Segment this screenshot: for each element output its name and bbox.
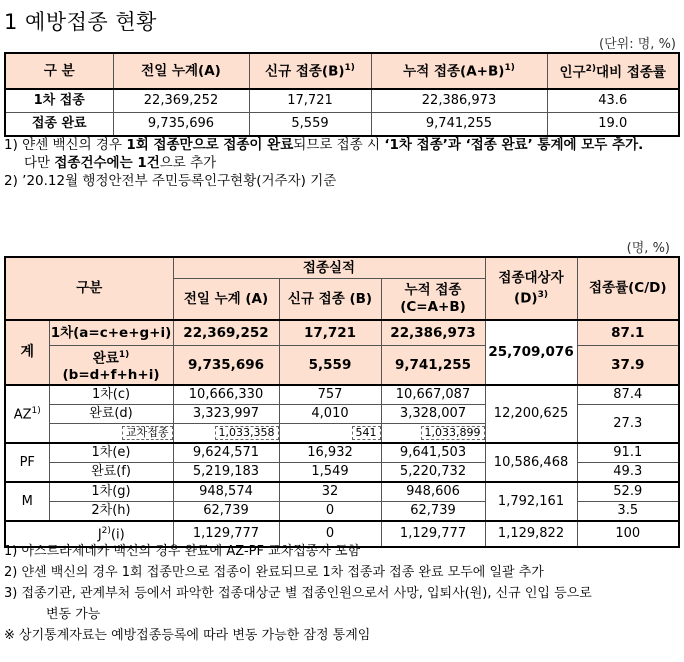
pf-target: 10,586,468 <box>485 443 577 482</box>
header-rate: 접종률(C/D) <box>577 257 679 320</box>
az-complete-prev: 3,323,997 <box>173 405 279 424</box>
j-prev: 1,129,777 <box>173 521 279 547</box>
m-first-cum: 948,606 <box>381 482 485 502</box>
pf-first-label: 1차(e) <box>49 443 173 463</box>
az-cross-new: 541 <box>352 426 381 440</box>
summary-table <box>4 52 680 137</box>
total-complete-cum: 9,741,255 <box>381 346 485 386</box>
header-group: 구 분 <box>5 53 113 89</box>
note-4: ※ 상기통계자료는 예방접종등록에 따라 변동 가능한 잠정 통계임 <box>4 628 371 643</box>
az-cross-new-cell <box>279 424 381 444</box>
az-complete-label: 완료(d) <box>49 405 173 424</box>
az-cross-prev: 1,033,358 <box>215 426 279 440</box>
header-performance: 접종실적 <box>173 257 485 279</box>
header-prev: 전일 누계(A) <box>113 53 249 89</box>
row-label: 1차 접종 <box>5 89 113 113</box>
m-second-new: 0 <box>279 502 381 522</box>
cell-prev: 22,369,252 <box>113 89 249 113</box>
table-row <box>5 113 679 137</box>
az-complete-rate: 27.3 <box>577 405 679 444</box>
total-first-new: 17,721 <box>279 320 381 346</box>
total-first-prev: 22,369,252 <box>173 320 279 346</box>
m-second-label: 2차(h) <box>49 502 173 522</box>
az-complete-new: 4,010 <box>279 405 381 424</box>
note-2: 2) ’20.12월 행정안전부 주민등록인구현황(거주자) 기준 <box>4 173 337 189</box>
header-prev: 전일 누계 (A) <box>173 279 279 321</box>
total-complete-label: 완료$^{1)}$ (b=d+f+h+i) <box>49 346 173 386</box>
m-second-rate: 3.5 <box>577 502 679 522</box>
header-new: 신규 접종$(B)^{1)}$ <box>249 53 371 89</box>
az-first-new: 757 <box>279 385 381 405</box>
az-cross-cum: 1,033,899 <box>421 426 485 440</box>
pf-first-cum: 9,641,503 <box>381 443 485 463</box>
row-label: 접종 완료 <box>5 113 113 137</box>
j-label: $J^{2)}(i)$ <box>5 521 173 547</box>
pf-complete-label: 완료(f) <box>49 463 173 483</box>
az-first-prev: 10,666,330 <box>173 385 279 405</box>
header-group: 구분 <box>5 257 173 320</box>
header-cum: 누적 접종 (C=A+B) <box>381 279 485 321</box>
az-first-label: 1차(c) <box>49 385 173 405</box>
az-cross-label: 교차접종 <box>122 426 173 440</box>
pf-first-rate: 91.1 <box>577 443 679 463</box>
table2-notes <box>4 541 680 646</box>
table1-notes <box>4 136 680 190</box>
cell-new: 5,559 <box>249 113 371 137</box>
cell-cum: 9,741,255 <box>371 113 547 137</box>
m-first-new: 32 <box>279 482 381 502</box>
note-3: 3) 접종기관, 관계부처 등에서 파악한 접종대상군 별 접종인원으로서 사망, 입퇴사(원), 신규 인입 등으로 <box>4 586 592 601</box>
note-3-cont: 변동 가능 <box>46 607 101 622</box>
total-label: 계 <box>5 320 49 385</box>
j-target: 1,129,822 <box>485 521 577 547</box>
table-row <box>5 89 679 113</box>
header-cum: 누적 접종$(A+B)^{1)}$ <box>371 53 547 89</box>
pf-label: PF <box>5 443 49 482</box>
header-rate: 인구$^{2)}$대비 접종률 <box>547 53 679 89</box>
cell-new: 17,721 <box>249 89 371 113</box>
total-complete-rate: 37.9 <box>577 346 679 386</box>
pf-complete-prev: 5,219,183 <box>173 463 279 483</box>
pf-first-prev: 9,624,571 <box>173 443 279 463</box>
j-cum: 1,129,777 <box>381 521 485 547</box>
m-first-label: 1차(g) <box>49 482 173 502</box>
note-1-extra: 다만 접종건수에는 1건으로 추가 <box>24 155 217 171</box>
az-target: 12,200,625 <box>485 385 577 443</box>
j-new: 0 <box>279 521 381 547</box>
table1-unit: (단위: 명, %) <box>599 37 676 52</box>
cell-cum: 22,386,973 <box>371 89 547 113</box>
pf-complete-cum: 5,220,732 <box>381 463 485 483</box>
summary-header-row <box>5 53 679 89</box>
total-first-cum: 22,386,973 <box>381 320 485 346</box>
note-1: 1) 얀센 백신의 경우 1회 접종만으로 접종이 완료되므로 접종 시 ‘1차 접종’과 ‘접종 완료’ 통계에 모두 추가. <box>4 137 644 153</box>
page-title: 1 예방접종 현황 <box>4 10 157 34</box>
pf-complete-rate: 49.3 <box>577 463 679 483</box>
m-second-prev: 62,739 <box>173 502 279 522</box>
m-second-cum: 62,739 <box>381 502 485 522</box>
m-first-prev: 948,574 <box>173 482 279 502</box>
cell-rate: 43.6 <box>547 89 679 113</box>
detail-table <box>4 256 680 548</box>
table2-unit: (명, %) <box>626 241 670 256</box>
az-complete-cum: 3,328,007 <box>381 405 485 424</box>
total-target: 25,709,076 <box>485 320 577 385</box>
m-label: M <box>5 482 49 521</box>
total-first-rate: 87.1 <box>577 320 679 346</box>
az-first-rate: 87.4 <box>577 385 679 405</box>
pf-first-new: 16,932 <box>279 443 381 463</box>
m-target: 1,792,161 <box>485 482 577 521</box>
header-target: 접종대상자 $(D)^{3)}$ <box>485 257 577 320</box>
az-label: AZ$^{1)}$ <box>5 385 49 443</box>
note-2: 2) 얀센 백신의 경우 1회 접종만으로 접종이 완료되므로 1차 접종과 접종 완료 모두에 일괄 추가 <box>4 565 544 580</box>
az-cross-cum-cell <box>381 424 485 444</box>
m-first-rate: 52.9 <box>577 482 679 502</box>
total-complete-prev: 9,735,696 <box>173 346 279 386</box>
j-rate: 100 <box>577 521 679 547</box>
pf-complete-new: 1,549 <box>279 463 381 483</box>
total-first-label: 1차(a=c+e+g+i) <box>49 320 173 346</box>
cell-rate: 19.0 <box>547 113 679 137</box>
az-cross-prev-cell <box>173 424 279 444</box>
note-1: 1) 아스트라제네카 백신의 경우 완료에 AZ-PF 교차접종자 포함 <box>4 544 361 559</box>
total-complete-new: 5,559 <box>279 346 381 386</box>
az-first-cum: 10,667,087 <box>381 385 485 405</box>
header-new: 신규 접종 (B) <box>279 279 381 321</box>
cell-prev: 9,735,696 <box>113 113 249 137</box>
az-cross-cell <box>49 424 173 444</box>
